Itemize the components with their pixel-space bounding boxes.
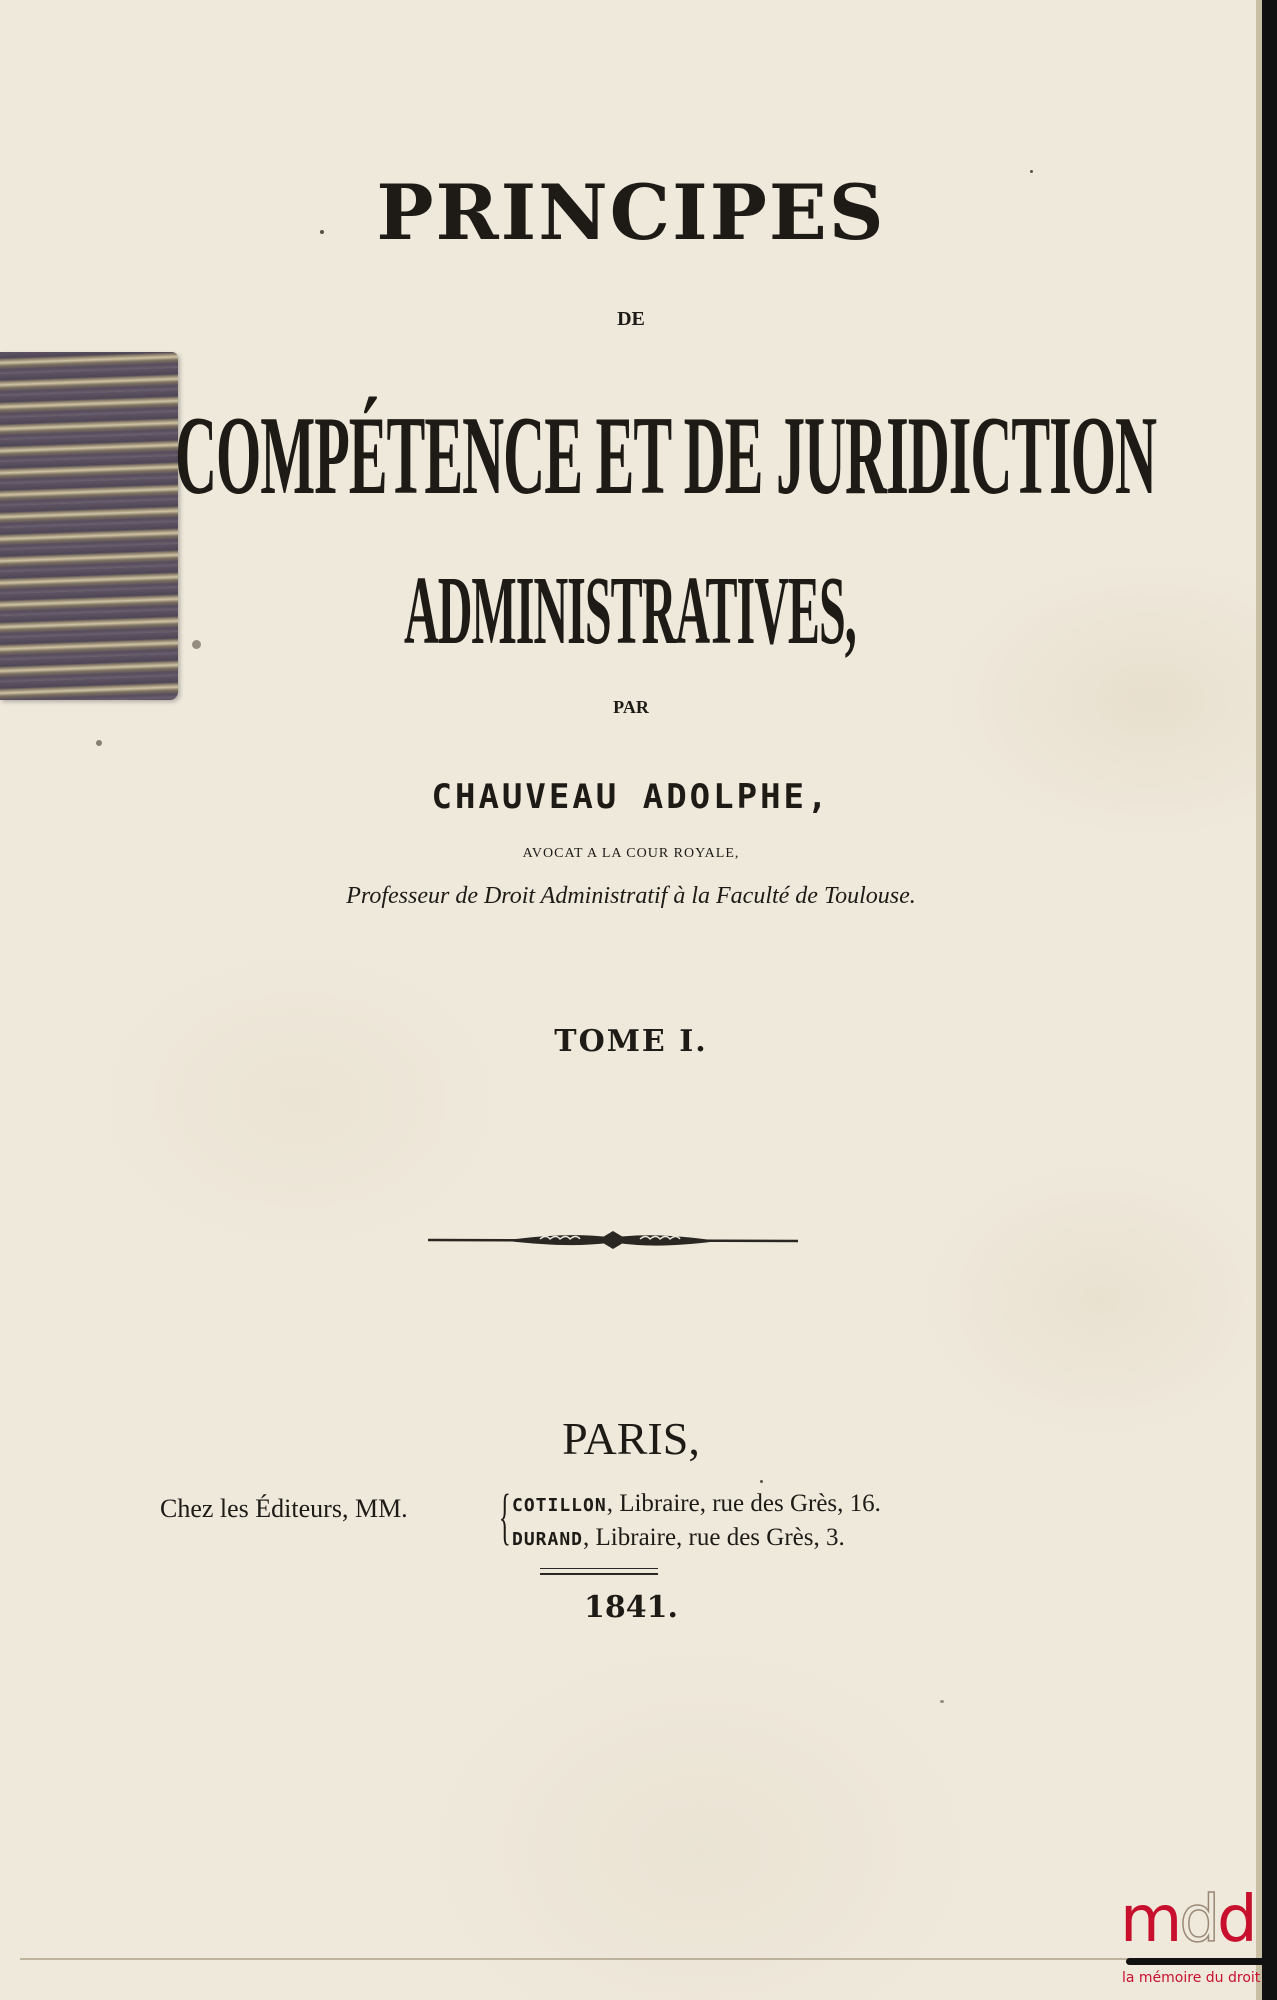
- title-principes: PRINCIPES: [376, 168, 886, 257]
- publisher-name: DURAND: [512, 1529, 584, 1550]
- imprint-city: PARIS,: [562, 1413, 700, 1464]
- publishers-intro: Chez les Éditeurs, MM.: [160, 1494, 408, 1523]
- title-administratives: ADMINISTRATIVES,: [404, 557, 856, 665]
- publisher-line: [512, 1522, 881, 1556]
- double-rule-divider: [540, 1568, 658, 1575]
- title-competence: COMPÉTENCE ET DE JURIDICTION: [175, 394, 1157, 518]
- page-edge-shadow: [1262, 0, 1277, 2000]
- logo-bar: [1126, 1958, 1266, 1965]
- mdd-logo: [1120, 1883, 1268, 1998]
- binding-cloth-strip: [0, 352, 178, 700]
- page-fold-line: [20, 1958, 1256, 1960]
- publisher-detail: , Libraire, rue des Grès, 3.: [583, 1524, 845, 1551]
- publisher-name: COTILLON: [512, 1495, 607, 1516]
- publisher-line: [512, 1488, 881, 1522]
- publishers-block: [160, 1483, 1060, 1558]
- ornament-divider-icon: [428, 1228, 798, 1252]
- logo-tagline: la mémoire du droit: [1122, 1970, 1261, 1986]
- author-name: CHAUVEAU ADOLPHE,: [431, 777, 831, 817]
- brace-icon: {: [498, 1483, 511, 1551]
- by-label: PAR: [613, 697, 649, 717]
- author-title-professor: Professeur de Droit Administratif à la Faculté de Toulouse.: [346, 883, 916, 909]
- author-title-avocat: AVOCAT A LA COUR ROYALE,: [522, 846, 740, 861]
- logo-mark: mdd: [1120, 1883, 1255, 1957]
- title-de: DE: [617, 308, 645, 330]
- publication-year: 1841.: [584, 1590, 678, 1625]
- publisher-detail: , Libraire, rue des Grès, 16.: [606, 1490, 881, 1517]
- volume-label: TOME I.: [554, 1024, 708, 1059]
